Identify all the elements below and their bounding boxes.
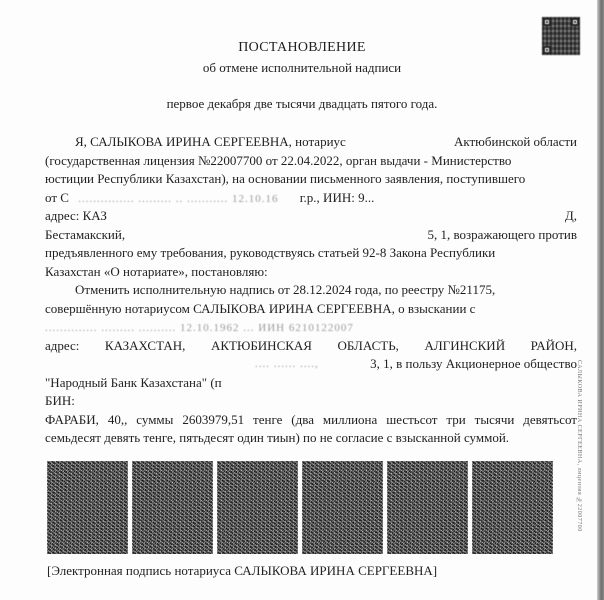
body-line: Казахстан «О нотариате», постановляю: (45, 263, 268, 279)
text-fragment: БИН: (45, 393, 75, 408)
document-body (45, 133, 577, 448)
body-line: (государственная лицензия №22007700 от 22.04.2022, орган выдачи - Министерство (45, 152, 512, 168)
body-line-redacted (45, 392, 577, 411)
text-fragment: Бестамакский, (45, 226, 126, 242)
body-line (45, 337, 577, 356)
digital-signature-pattern (132, 461, 213, 554)
text-fragment: адрес: (45, 337, 80, 353)
body-line: юстиции Республики Казахстан), на основании письменного заявления, поступившего (45, 171, 526, 186)
page-edge-shadow (597, 0, 604, 600)
body-line (45, 133, 577, 152)
digital-signature-pattern (47, 461, 128, 554)
text-fragment: КАЗАХСТАН, (104, 337, 186, 353)
document-subtitle: об отмене исполнительной надписи (202, 60, 402, 75)
digital-signature-pattern (217, 461, 298, 554)
text-fragment: ОБЛАСТЬ, (337, 337, 399, 353)
document-title: ПОСТАНОВЛЕНИЕ (238, 40, 366, 55)
text-fragment: 3, 1, в пользу Акционерное общество (370, 356, 577, 371)
body-line-redacted (45, 226, 577, 245)
text-fragment: от С (45, 189, 69, 205)
redacted-text: .... ...... ...., (255, 358, 319, 370)
body-line-redacted (45, 355, 577, 374)
text-fragment: РАЙОН, (530, 337, 577, 353)
document-date: первое декабря две тысячи двадцать пятого года. (166, 96, 438, 111)
text-fragment: Я, САЛЫКОВА ИРИНА СЕРГЕЕВНА, нотариус (75, 134, 346, 149)
body-line-redacted (45, 318, 577, 337)
signature-stamp-row (47, 461, 553, 554)
text-fragment: АЛГИНСКИЙ (424, 337, 506, 353)
body-line: Отменить исполнительную надпись от 28.12.2024 года, по реестру №21175, (75, 282, 496, 297)
redacted-text: .............. ......... .......... 12.10.1962 ... ИИН 6210122007 (45, 322, 354, 334)
qr-finder-icon (543, 18, 551, 26)
redacted-text: ............... ......... .. ........... 12.10.16 (78, 192, 279, 205)
body-line: предъявленного ему требования, руководствуясь статьей 92-8 Закона Республики (45, 245, 496, 260)
text-fragment: г.р., ИИН: 9... (299, 189, 375, 205)
digital-signature-pattern (302, 461, 383, 554)
text-fragment: АКТЮБИНСКАЯ (210, 337, 312, 353)
digital-signature-pattern (472, 461, 553, 554)
body-line: семьдесят девять тенге, пятьдесят один тиын) по не согласие с взысканной суммой. (45, 430, 510, 445)
qr-finder-icon (571, 18, 579, 26)
body-line-redacted: "Народный Банк Казахстана" (п (45, 374, 222, 390)
body-line: совершённую нотариусом САЛЫКОВА ИРИНА СЕРГЕЕВНА, о взыскании с (45, 300, 476, 316)
body-line: ФАРАБИ, 40,, суммы 2603979,51 тенге (два миллиона шестьсот три тысячи девятьсот (45, 411, 577, 427)
text-fragment: Д, (564, 208, 577, 223)
side-license-note: САЛЫКОВА ИРИНА СЕРГЕЕВНА, лицензия №22007700 (576, 360, 582, 532)
text-fragment: Актюбинской области (453, 134, 577, 149)
text-fragment: адрес: КАЗ (45, 208, 107, 223)
body-line-redacted (45, 207, 577, 226)
digital-signature-pattern (387, 461, 468, 554)
signature-caption: [Электронная подпись нотариуса САЛЫКОВА ИРИНА СЕРГЕЕВНА] (47, 563, 438, 578)
text-fragment: 5, 1, возражающего против (427, 226, 577, 242)
body-line-redacted (45, 189, 577, 208)
